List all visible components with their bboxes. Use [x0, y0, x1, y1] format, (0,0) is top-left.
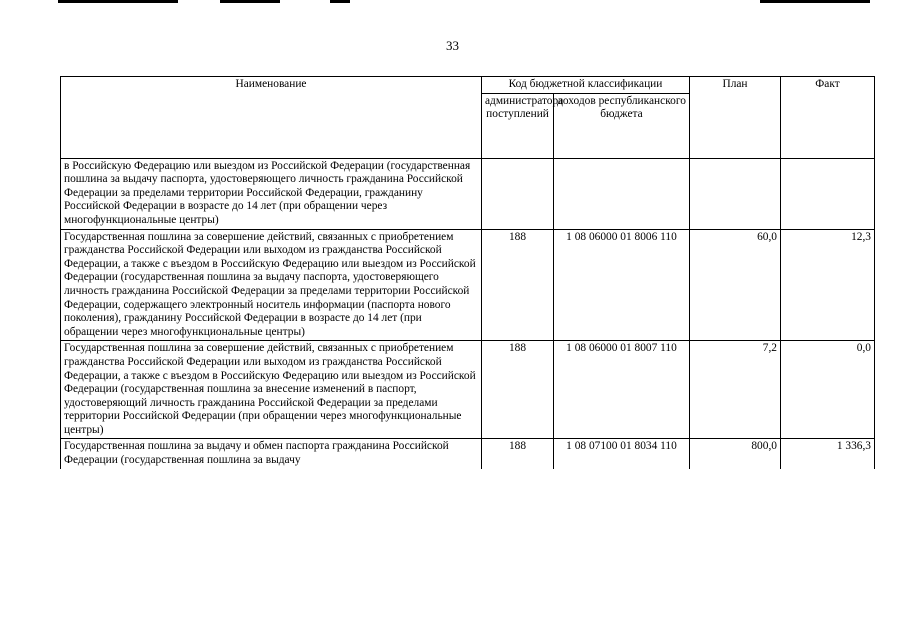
row-plan: 60,0 [690, 229, 781, 341]
row-name: Государственная пошлина за совершение действий, связанных с приобретением гражданства Российской Федерации или выходом из гражданства Российской Федерации, а также с въездом в Российскую Федерацию или выездом из Российской Федерации (государственная пошлина за внесение изменений в паспорт, удостоверяющий личность гражданина Российской Федерации за пределами территории Российской Федерации (при обращении через многофункциональные центры) [61, 341, 482, 439]
row-admin: 188 [482, 229, 554, 341]
header-row [61, 77, 875, 94]
row-code: 1 08 06000 01 8007 110 [554, 341, 690, 439]
row-plan: 7,2 [690, 341, 781, 439]
budget-table [60, 76, 875, 469]
header-name: Наименование [61, 77, 482, 159]
page-number: 33 [446, 38, 459, 53]
row-fact: 12,3 [781, 229, 875, 341]
table-row [61, 229, 875, 341]
row-code: 1 08 07100 01 8034 110 [554, 439, 690, 469]
row-fact: 1 336,3 [781, 439, 875, 469]
scan-edge-mark [760, 0, 870, 3]
row-fact: 0,0 [781, 341, 875, 439]
row-admin [482, 158, 554, 229]
row-plan: 800,0 [690, 439, 781, 469]
row-admin: 188 [482, 341, 554, 439]
row-plan [690, 158, 781, 229]
header-admin: администратора поступлений [482, 93, 554, 158]
scan-edge-mark [330, 0, 350, 3]
header-plan: План [690, 77, 781, 159]
row-code: 1 08 06000 01 8006 110 [554, 229, 690, 341]
table-row [61, 158, 875, 229]
table-row [61, 439, 875, 469]
scan-edge-mark [58, 0, 178, 3]
header-fact: Факт [781, 77, 875, 159]
header-revenue: доходов республиканского бюджета [554, 93, 690, 158]
row-admin: 188 [482, 439, 554, 469]
table-row [61, 341, 875, 439]
row-name: Государственная пошлина за выдачу и обмен паспорта гражданина Российской Федерации (государственная пошлина за выдачу [61, 439, 482, 469]
row-fact [781, 158, 875, 229]
row-name: в Российскую Федерацию или выездом из Российской Федерации (государственная пошлина за выдачу паспорта, удостоверяющего личность гражданина Российской Федерации за пределами территории Российской Федерации, гражданину Российской Федерации в возрасте до 14 лет (при обращении через многофункциональные центры) [61, 158, 482, 229]
row-name: Государственная пошлина за совершение действий, связанных с приобретением гражданства Российской Федерации или выходом из гражданства Российской Федерации, а также с въездом в Российскую Федерацию или выездом из Российской Федерации (государственная пошлина за выдачу паспорта, удостоверяющего личность гражданина Российской Федерации за пределами территории Российской Федерации, содержащего электронный носитель информации (паспорта нового поколения), гражданину Российской Федерации в возрасте до 14 лет (при обращении через многофункциональные центры) [61, 229, 482, 341]
scan-edge-mark [220, 0, 280, 3]
header-budget-code: Код бюджетной классификации [482, 77, 690, 94]
row-code [554, 158, 690, 229]
